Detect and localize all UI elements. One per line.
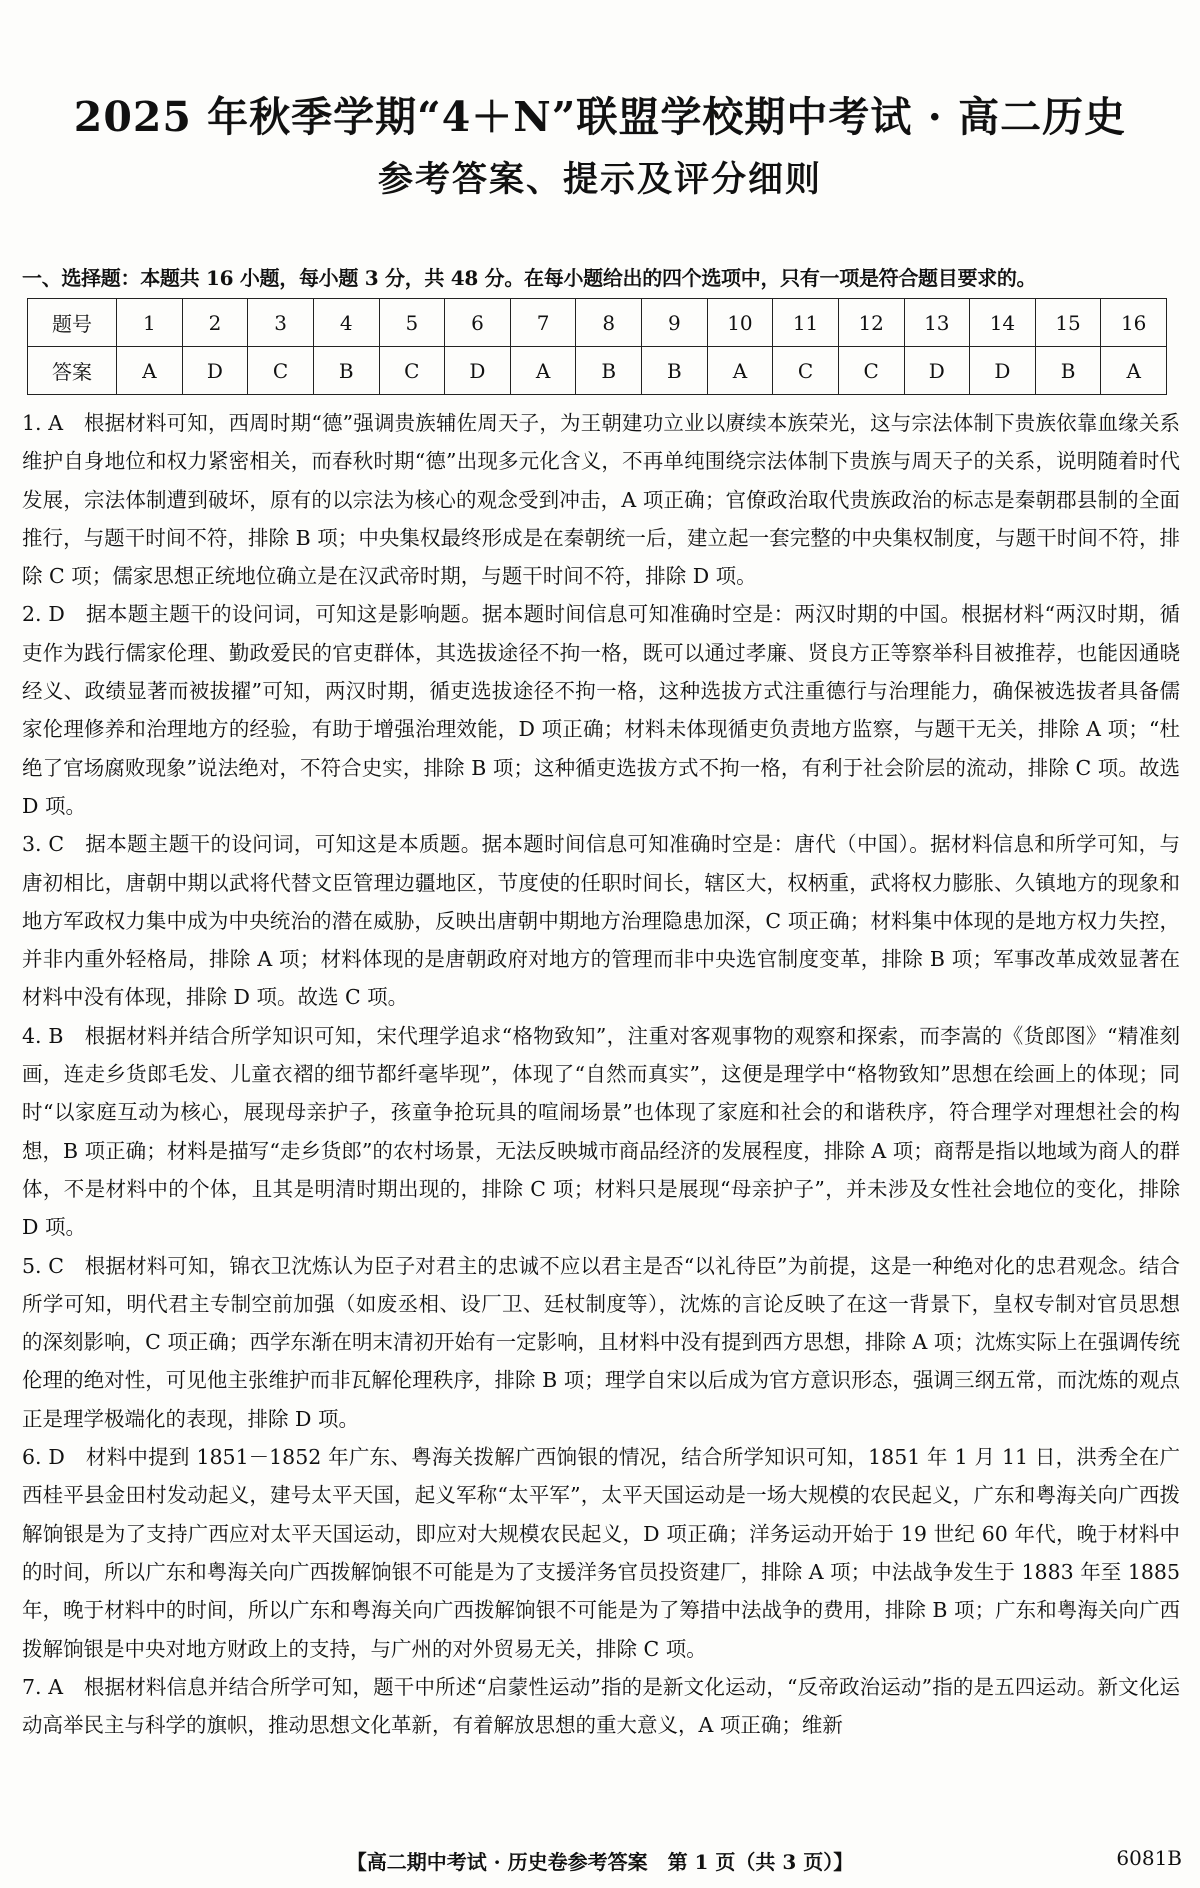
question-number-cell: 11 — [773, 299, 839, 347]
explanation-label: 3. C — [22, 832, 65, 857]
explanation-item — [22, 1247, 1180, 1438]
page-footer: 【高二期中考试 · 历史卷参考答案 第 1 页（共 3 页）】 — [346, 1850, 854, 1874]
answer-cell: A — [510, 347, 576, 395]
answer-cell: D — [182, 347, 248, 395]
answer-cell: A — [1101, 347, 1167, 395]
question-number-cell: 10 — [707, 299, 773, 347]
explanations — [22, 404, 1180, 1744]
answer-cell: D — [904, 347, 970, 395]
question-number-cell: 15 — [1035, 299, 1101, 347]
explanation-label: 6. D — [22, 1445, 65, 1470]
page-subtitle: 参考答案、提示及评分细则 — [377, 159, 822, 200]
explanation-item — [22, 825, 1180, 1016]
explanation-text: 根据材料信息并结合所学可知，题干中所述“启蒙性运动”指的是新文化运动，“反帝政治运动”指的是五四运动。新文化运动高举民主与科学的旗帜，推动思想文化革新，有着解放思想的重大意义，A 项正确；维新 — [22, 1674, 1180, 1738]
question-number-cell: 1 — [117, 299, 183, 347]
question-number-row — [28, 299, 1167, 347]
answer-cell: D — [970, 347, 1036, 395]
question-number-cell: 14 — [970, 299, 1036, 347]
explanation-label: 5. C — [22, 1253, 64, 1278]
question-number-cell: 5 — [379, 299, 445, 347]
question-number-cell: 6 — [445, 299, 511, 347]
explanation-item — [22, 1017, 1180, 1247]
question-number-cell: 7 — [510, 299, 576, 347]
answer-table — [27, 298, 1167, 395]
explanation-item — [22, 1438, 1180, 1668]
explanation-text: 据本题主题干的设问词，可知这是本质题。据本题时间信息可知准确时空是：唐代（中国）。据材料信息和所学可知，与唐初相比，唐朝中期以武将代替文臣管理边疆地区，节度使的任职时间长，辖区大，权柄重，武将权力膨胀、久镇地方的现象和地方军政权力集中成为中央统治的潜在威胁，反映出唐朝中期地方治理隐患加深，C 项正确；材料集中体现的是地方权力失控，并非内重外轻格局，排除 A 项；材料体现的是唐朝政府对地方的管理而非中央选官制度变革，排除 B 项；军事改革成效显著在材料中没有体现，排除 D 项。故选 C 项。 — [22, 832, 1181, 1010]
question-number-cell: 4 — [313, 299, 379, 347]
answer-cell: C — [379, 347, 445, 395]
explanation-text: 根据材料并结合所学知识可知，宋代理学追求“格物致知”，注重对客观事物的观察和探索，而李嵩的《货郎图》“精准刻画，连走乡货郎毛发、儿童衣褶的细节都纤毫毕现”，体现了“自然而真实”，这便是理学中“格物致知”思想在绘画上的体现；同时“以家庭互动为核心，展现母亲护子，孩童争抢玩具的喧闹场景”也体现了家庭和社会的和谐秩序，符合理学对理想社会的构想，B 项正确；材料是描写“走乡货郎”的农村场景，无法反映城市商品经济的发展程度，排除 A 项；商帮是指以地域为商人的群体，不是材料中的个体，且其是明清时期出现的，排除 C 项；材料只是展现“母亲护子”，并未涉及女性社会地位的变化，排除 D 项。 — [22, 1023, 1181, 1240]
explanation-label: 1. A — [22, 411, 64, 435]
explanation-item — [22, 1668, 1180, 1745]
question-number-cell: 8 — [576, 299, 642, 347]
explanation-text: 根据材料可知，锦衣卫沈炼认为臣子对君主的忠诚不应以君主是否“以礼待臣”为前提，这是一种绝对化的忠君观念。结合所学可知，明代君主专制空前加强（如废丞相、设厂卫、廷杖制度等），沈炼的言论反映了在这一背景下，皇权专制对官员思想的深刻影响，C 项正确；西学东渐在明末清初开始有一定影响，且材料中没有提到西方思想，排除 A 项；沈炼实际上在强调传统伦理的绝对性，可见他主张维护而非瓦解伦理秩序，排除 B 项；理学自宋以后成为官方意识形态，强调三纲五常，而沈炼的观点正是理学极端化的表现，排除 D 项。 — [22, 1253, 1181, 1431]
answer-cell: B — [576, 347, 642, 395]
answer-cell: B — [313, 347, 379, 395]
explanation-text: 根据材料可知，西周时期“德”强调贵族辅佐周天子，为王朝建功立业以赓续本族荣光，这与宗法体制下贵族依靠血缘关系维护自身地位和权力紧密相关，而春秋时期“德”出现多元化含义，不再单纯围绕宗法体制下贵族与周天子的关系，说明随着时代发展，宗法体制遭到破坏，原有的以宗法为核心的观念受到冲击，A 项正确；官僚政治取代贵族政治的标志是秦朝郡县制的全面推行，与题干时间不符，排除 B 项；中央集权最终形成是在秦朝统一后，建立起一套完整的中央集权制度，与题干时间不符，排除 C 项；儒家思想正统地位确立是在汉武帝时期，与题干时间不符，排除 D 项。 — [22, 411, 1181, 589]
answer-header: 答案 — [28, 347, 117, 395]
answer-cell: C — [248, 347, 314, 395]
page-title: 2025 年秋季学期“4＋N”联盟学校期中考试 · 高二历史 — [73, 93, 1127, 141]
explanation-label: 4. B — [22, 1023, 64, 1048]
answer-cell: C — [773, 347, 839, 395]
answer-cell: A — [707, 347, 773, 395]
explanation-label: 2. D — [22, 602, 65, 627]
explanation-text: 据本题主题干的设问词，可知这是影响题。据本题时间信息可知准确时空是：两汉时期的中国。根据材料“两汉时期，循吏作为践行儒家伦理、勤政爱民的官吏群体，其选拔途径不拘一格，既可以通过孝廉、贤良方正等察举科目被推荐，也能因通晓经义、政绩显著而被拔擢”可知，两汉时期，循吏选拔途径不拘一格，这种选拔方式注重德行与治理能力，确保被选拔者具备儒家伦理修养和治理地方的经验，有助于增强治理效能，D 项正确；材料未体现循吏负责地方监察，与题干无关，排除 A 项；“杜绝了官场腐败现象”说法绝对，不符合史实，排除 B 项；这种循吏选拔方式不拘一格，有利于社会阶层的流动，排除 C 项。故选 D 项。 — [22, 602, 1181, 818]
question-number-cell: 13 — [904, 299, 970, 347]
answer-row — [28, 347, 1167, 395]
question-number-cell: 3 — [248, 299, 314, 347]
question-number-cell: 16 — [1101, 299, 1167, 347]
question-number-header: 题号 — [28, 299, 117, 347]
section-heading: 一、选择题：本题共 16 小题，每小题 3 分，共 48 分。在每小题给出的四个选项中，只有一项是符合题目要求的。 — [22, 266, 1037, 290]
explanation-text: 材料中提到 1851－1852 年广东、粤海关拨解广西饷银的情况，结合所学知识可知，1851 年 1 月 11 日，洪秀全在广西桂平县金田村发动起义，建号太平天国，起义军称“太平军”，太平天国运动是一场大规模的农民起义，广东和粤海关向广西拨解饷银是为了支持广西应对太平天国运动，即应对大规模农民起义，D 项正确；洋务运动开始于 19 世纪 60 年代，晚于材料中的时间，所以广东和粤海关向广西拨解饷银不可能是为了支援洋务官员投资建厂，排除 A 项；中法战争发生于 1883 年至 1885 年，晚于材料中的时间，所以广东和粤海关向广西拨解饷银不可能是为了筹措中法战争的费用，排除 B 项；广东和粤海关向广西拨解饷银是中央对地方财政上的支持，与广州的对外贸易无关，排除 C 项。 — [22, 1445, 1180, 1661]
answer-cell: B — [642, 347, 708, 395]
answer-cell: A — [117, 347, 183, 395]
question-number-cell: 2 — [182, 299, 248, 347]
paper-code: 6081B — [1116, 1846, 1182, 1870]
answer-cell: B — [1035, 347, 1101, 395]
question-number-cell: 12 — [838, 299, 904, 347]
answer-cell: D — [445, 347, 511, 395]
question-number-cell: 9 — [642, 299, 708, 347]
answer-cell: C — [838, 347, 904, 395]
explanation-item — [22, 404, 1180, 595]
explanation-item — [22, 595, 1180, 825]
explanation-label: 7. A — [22, 1674, 64, 1699]
